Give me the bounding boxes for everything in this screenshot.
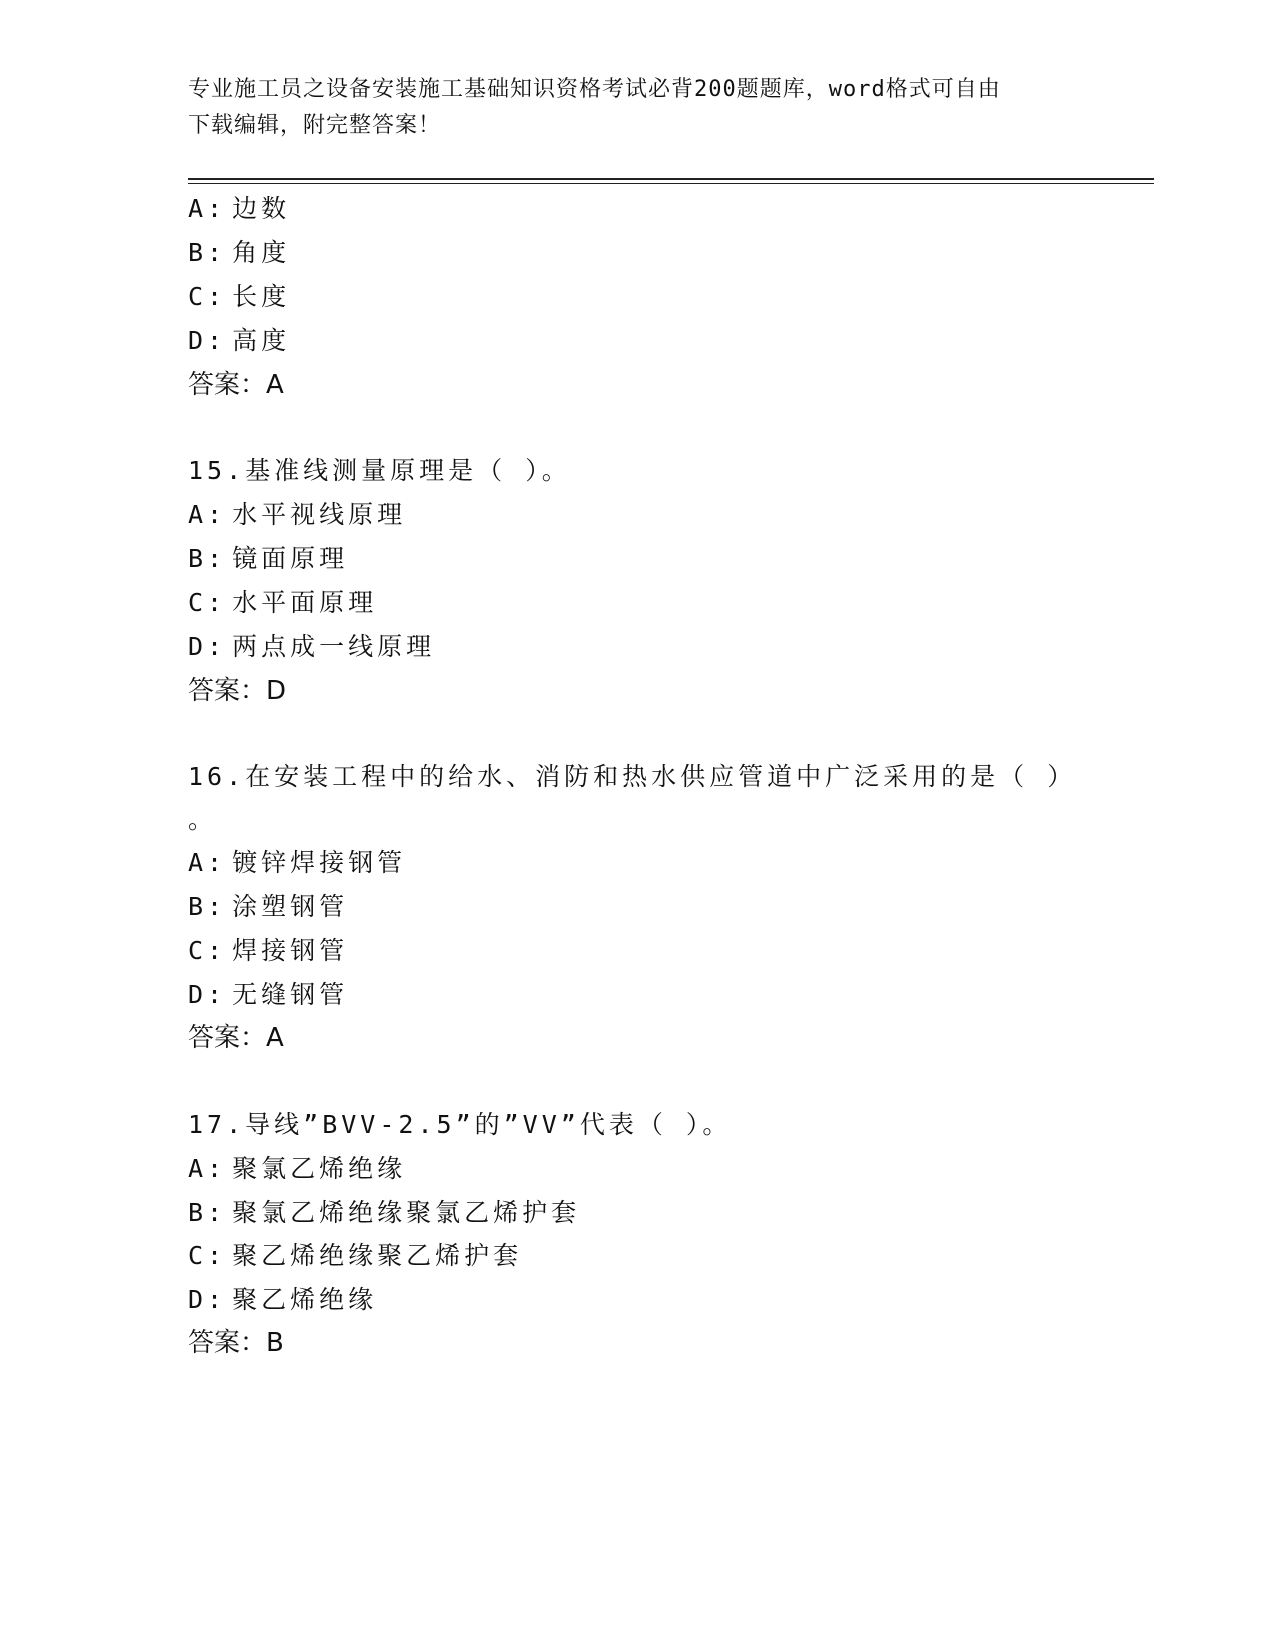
q16-question-line-1: 16.在安装工程中的给水、消防和热水供应管道中广泛采用的是（ ） (188, 762, 1077, 791)
option-label: D: (188, 980, 227, 1009)
header-divider-bottom (188, 183, 1154, 184)
q14-answer: 答案：A (188, 370, 284, 400)
q17-option-c (188, 1240, 522, 1272)
option-label: C: (188, 936, 227, 965)
option-label: A: (188, 1154, 227, 1183)
q15-option-a (188, 499, 406, 531)
option-text: 镜面原理 (232, 544, 349, 573)
document-header (188, 72, 1068, 144)
option-label: D: (188, 1285, 227, 1314)
option-text: 水平面原理 (232, 588, 378, 617)
option-text: 无缝钢管 (232, 980, 349, 1009)
option-label: B: (188, 238, 227, 267)
option-label: A: (188, 194, 227, 223)
q16-question-line-2: 。 (188, 805, 218, 834)
option-text: 聚乙烯绝缘聚乙烯护套 (232, 1241, 523, 1270)
q15-option-c (188, 587, 377, 619)
option-text: 长度 (232, 282, 291, 311)
option-label: D: (188, 632, 227, 661)
option-label: B: (188, 892, 227, 921)
option-label: C: (188, 1241, 227, 1270)
option-text: 聚氯乙烯绝缘聚氯乙烯护套 (232, 1198, 581, 1227)
option-label: B: (188, 544, 227, 573)
option-text: 角度 (232, 238, 291, 267)
option-text: 边数 (232, 194, 291, 223)
option-text: 聚氯乙烯绝缘 (232, 1154, 407, 1183)
q16-option-c (188, 935, 348, 967)
q15-question: 15.基准线测量原理是（ ）。 (188, 456, 571, 485)
q14-option-b (188, 237, 290, 269)
q14-option-a (188, 193, 290, 225)
option-text: 焊接钢管 (232, 936, 349, 965)
header-title-line-2: 下载编辑，附完整答案！ (188, 113, 442, 138)
option-label: C: (188, 588, 227, 617)
q15-answer: 答案：D (188, 676, 287, 706)
option-text: 水平视线原理 (232, 500, 407, 529)
header-divider-top (188, 178, 1154, 180)
option-text: 聚乙烯绝缘 (232, 1285, 378, 1314)
option-label: A: (188, 848, 227, 877)
q17-option-a (188, 1153, 406, 1185)
q17-option-d (188, 1284, 377, 1316)
q16-option-d (188, 979, 348, 1011)
q14-option-d (188, 325, 290, 357)
option-label: B: (188, 1198, 227, 1227)
q14-option-c (188, 281, 290, 313)
header-title-line-1: 专业施工员之设备安装施工基础知识资格考试必背200题题库，word格式可自由 (188, 77, 1001, 102)
q15-option-d (188, 631, 435, 663)
q17-answer: 答案：B (188, 1328, 284, 1358)
option-label: A: (188, 500, 227, 529)
q16-option-b (188, 891, 348, 923)
option-text: 高度 (232, 326, 291, 355)
option-text: 涂塑钢管 (232, 892, 349, 921)
q17-question: 17.导线”BVV-2.5”的”VV”代表（ ）。 (188, 1110, 732, 1139)
option-text: 镀锌焊接钢管 (232, 848, 407, 877)
q16-answer: 答案：A (188, 1023, 284, 1053)
option-text: 两点成一线原理 (232, 632, 436, 661)
option-label: D: (188, 326, 227, 355)
q16-option-a (188, 847, 406, 879)
option-label: C: (188, 282, 227, 311)
q15-option-b (188, 543, 348, 575)
q17-option-b (188, 1197, 580, 1229)
